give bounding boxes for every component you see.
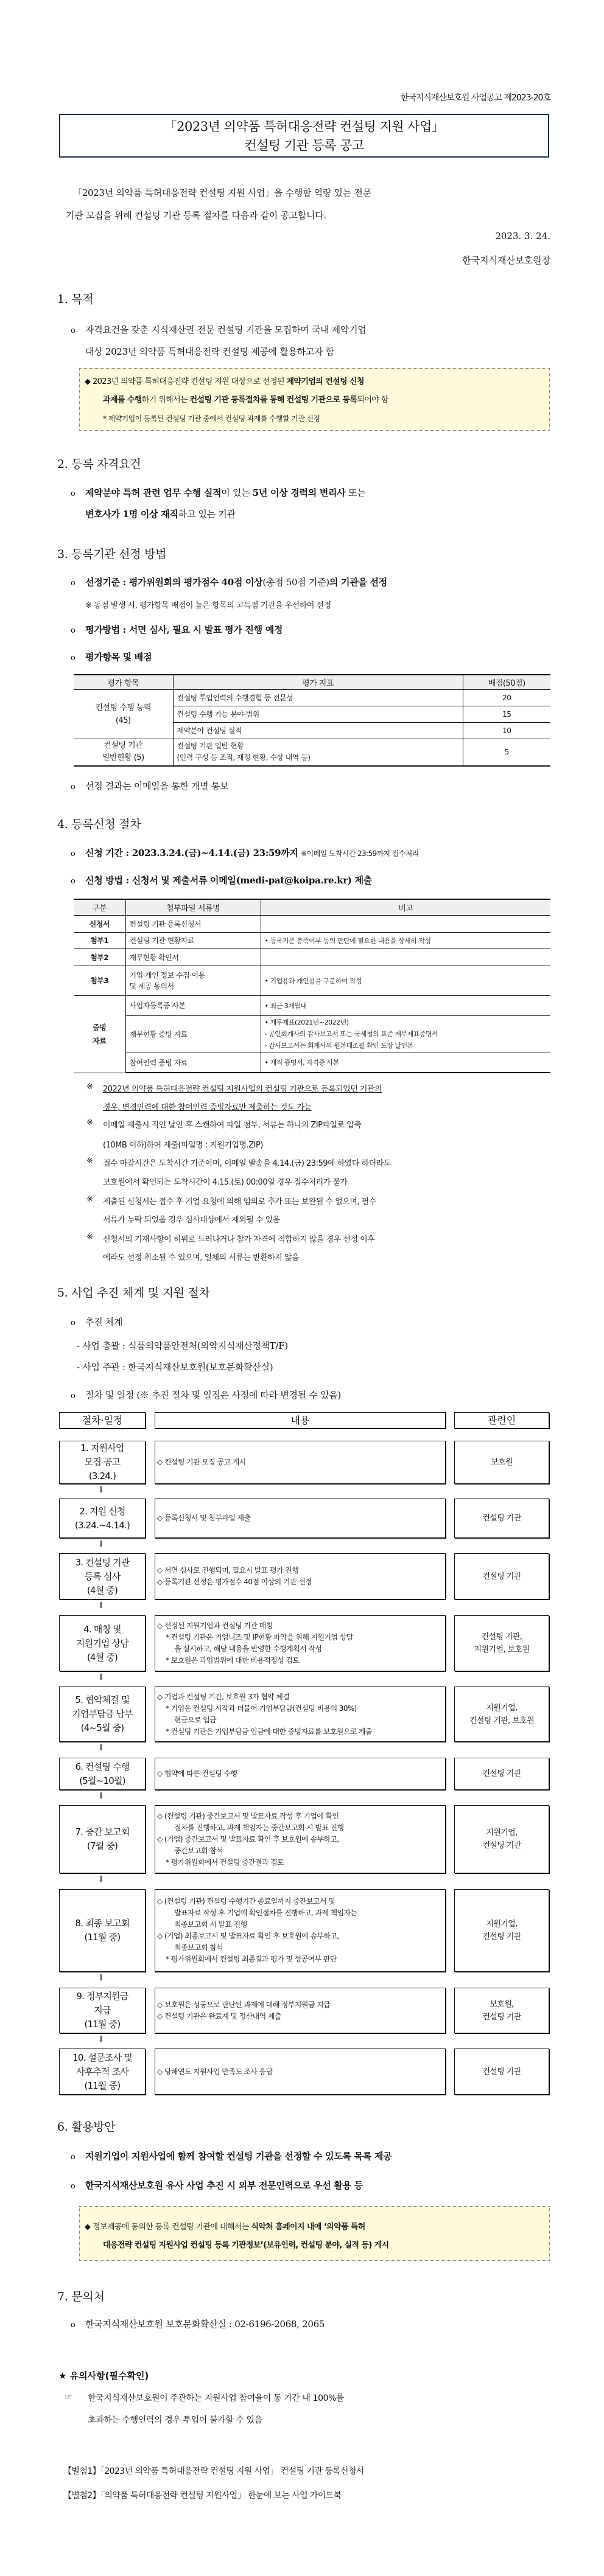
document: 컨설팅 기관 현황자료 bbox=[125, 932, 261, 949]
remark: • 최근 3개월내 bbox=[261, 995, 550, 1015]
note-mark: ※ bbox=[86, 1082, 93, 1091]
down-arrow-icon: ⇓ bbox=[97, 1673, 105, 1682]
flow-content-box bbox=[155, 2049, 446, 2095]
flow-header-related: 관련인 bbox=[454, 1412, 549, 1429]
flow-content-line: ◇ 서면 심사로 진행되며, 필요시 발표 평가 진행 bbox=[157, 1566, 299, 1575]
attachment-2[interactable]: 【별첨2】「의약품 특허대응전략 컨설팅 지원사업」 한눈에 보는 사업 가이드북 bbox=[63, 2491, 342, 2501]
flow-step-label: 7. 중간 보고회 bbox=[75, 1826, 130, 1837]
flow-content-line: ◇ 보호원은 성공으로 판단된 과제에 대해 정부지원금 지급 bbox=[157, 2000, 330, 2009]
s2-bullet: o 제약분야 특허 관련 업무 수행 실적이 있는 5년 이상 경력의 변리사 또는 bbox=[71, 487, 366, 498]
flow-content-box bbox=[155, 1758, 446, 1790]
remark: • 기업용과 개인용을 구분하여 작성 bbox=[261, 966, 550, 995]
s1-box-line3: * 제약기업이 등록된 컨설팅 기관 중에서 컨설팅 과제를 수행할 기관 선정 bbox=[103, 414, 320, 423]
intro-line2: 기관 모집을 위해 컨설팅 기관 등록 절차를 다음과 같이 공고합니다. bbox=[66, 210, 326, 221]
flow-step-label: 10. 설문조사 및 bbox=[72, 2052, 132, 2063]
section-4-heading: 4. 등록신청 절차 bbox=[57, 818, 141, 831]
note-line: 보호원에서 확인되는 도착시간이 4.15.(토) 00:00일 경우 접수처리가 불가 bbox=[103, 1178, 348, 1187]
flow-content-line: 절차를 진행하고, 과제 책임자는 중간보고회 시 발표 진행 bbox=[174, 1823, 344, 1832]
document: 컨설팅 기관 등록신청서 bbox=[125, 915, 261, 932]
s2-bullet-line2: 변호사가 1명 이상 재직하고 있는 기관 bbox=[85, 509, 236, 520]
flow-related-label: 컨설팅 기관 bbox=[482, 2067, 521, 2076]
score: 15 bbox=[463, 706, 550, 722]
document: 사업자등록증 사본 bbox=[125, 995, 261, 1015]
flow-content-line: * 평가위원회에서 컨설팅 중간결과 검토 bbox=[166, 1857, 284, 1867]
s3-items-title: o 평가항목 및 배점 bbox=[71, 652, 152, 663]
bullet-marker: o bbox=[71, 653, 76, 663]
table-header: 구분 bbox=[74, 899, 125, 915]
s5-schedule-title: o 절차 및 일정 (※ 추진 절차 및 일정은 사정에 따라 변경될 수 있음) bbox=[71, 1390, 341, 1401]
flow-content-line: 최종보고회 참석 bbox=[174, 1943, 223, 1952]
flow-content-box bbox=[155, 1499, 446, 1538]
flow-content-line: ◇ (컨설팅 기관) 중간보고서 및 발표자료 작성 후 기업에 확인 bbox=[157, 1811, 339, 1820]
flow-related-box bbox=[454, 1805, 549, 1873]
group-general: 컨설팅 기관 일반현황 (5) bbox=[74, 739, 173, 766]
flow-content-line: ◇ 컨설팅 기관 모집 공고 게시 bbox=[157, 1458, 246, 1466]
flow-step-label: (11월 중) bbox=[84, 1932, 121, 1943]
score: 10 bbox=[463, 722, 550, 739]
table-row bbox=[74, 932, 550, 949]
flow-related-box bbox=[454, 1758, 549, 1790]
flow-step-label: 지원기업 상담 bbox=[76, 1637, 129, 1649]
indicator: 컨설팅 수행 가능 분야·범위 bbox=[173, 706, 463, 722]
flow-step-label: (11월 중) bbox=[84, 2019, 121, 2030]
s6-highlight-box bbox=[79, 2206, 550, 2261]
table-header: 첨부파일 서류명 bbox=[125, 899, 261, 915]
flow-related-label: 지원기업, bbox=[486, 1920, 518, 1929]
s1-bullet-line2: 대상 2023년 의약품 특허대응전략 컨설팅 제공에 활용하고자 함 bbox=[85, 346, 334, 357]
score: 20 bbox=[463, 689, 550, 706]
bullet-marker: o bbox=[71, 2153, 76, 2162]
note-line: 2022년 의약품 특허대응전략 컨설팅 지원사업의 컨설팅 기관으로 등록되었던 기관의 bbox=[103, 1085, 382, 1094]
flow-step-label: (4월 중) bbox=[86, 1651, 118, 1663]
flow-related-box bbox=[454, 1889, 549, 1972]
bullet-marker: o bbox=[71, 489, 76, 498]
group-capability: 컨설팅 수행 능력 (45) bbox=[74, 689, 173, 739]
flow-content-line: * 컨설팅 기관은 기업부담금 입금에 대한 증빙자료를 보호원으로 제출 bbox=[166, 1727, 372, 1736]
category: 첨부1 bbox=[74, 932, 125, 949]
note-mark: ※ bbox=[86, 1157, 93, 1166]
flow-header-content: 내용 bbox=[155, 1412, 446, 1429]
flow-step-label: 모집 공고 bbox=[84, 1457, 121, 1467]
flow-related-box bbox=[454, 1687, 549, 1742]
down-arrow-icon: ⇓ bbox=[97, 1973, 105, 1983]
caution-heading: ★ 유의사항(필수확인) bbox=[58, 2370, 149, 2381]
flow-step-label: 사후추적 조사 bbox=[76, 2066, 129, 2077]
flow-content-line: * 컨설팅 기관은 기업니즈 및 IP현황 파악을 위해 지원기업 상담 bbox=[166, 1633, 353, 1641]
flow-related-label: 컨설팅 기관 bbox=[482, 1769, 521, 1778]
s4-method: o 신청 방법 : 신청서 및 제출서류 이메일(medi-pat@koipa.re.kr) 제출 bbox=[71, 875, 372, 886]
note-line: 제출된 신청서는 접수 후 기업 요청에 의해 임의로 추가 또는 보완될 수 없으며, 필수 bbox=[103, 1197, 376, 1206]
table-row bbox=[74, 966, 550, 995]
bullet-marker: o bbox=[71, 2182, 76, 2191]
table-header: 배점(50점) bbox=[463, 675, 550, 689]
category-evidence: 증빙 자료 bbox=[74, 995, 125, 1073]
section-6-heading: 6. 활용방안 bbox=[57, 2120, 116, 2134]
page-title-line1: 「2023년 의약품 특허대응전략 컨설팅 지원 사업」 bbox=[164, 119, 444, 134]
remark bbox=[261, 915, 550, 932]
flow-content-box bbox=[155, 1988, 446, 2033]
pointing-hand-icon: ☞ bbox=[65, 2392, 72, 2402]
note-line: 에라도 선정 취소될 수 있으며, 일체의 서류는 반환하지 않음 bbox=[103, 1253, 300, 1262]
s4-period: o 신청 기간 : 2023.3.24.(금)~4.14.(금) 23:59까지 ※이메일 도착시간 23:59까지 접수처리 bbox=[71, 848, 419, 858]
flow-content-box bbox=[155, 1889, 446, 1972]
table-row bbox=[74, 1015, 550, 1053]
section-3-heading: 3. 등록기관 선정 방법 bbox=[57, 548, 167, 561]
bullet-marker: o bbox=[71, 782, 76, 792]
flow-step-label: 3. 컨설팅 기관 bbox=[75, 1556, 130, 1568]
down-arrow-icon: ⇓ bbox=[97, 1601, 105, 1610]
flow-related-box bbox=[454, 1499, 549, 1538]
diamond-icon: ◆ bbox=[85, 377, 91, 386]
flow-related-box bbox=[454, 1615, 549, 1671]
flow-content-line: ◇ 컨설팅 기관은 완료계 및 정산내역 제출 bbox=[157, 2011, 281, 2021]
flow-content-line: ◇ 협약에 따른 컨설팅 수행 bbox=[157, 1769, 237, 1778]
flow-step-box bbox=[59, 1758, 146, 1790]
flow-content-line: 중간보고회 참석 bbox=[174, 1846, 223, 1855]
table-row bbox=[74, 949, 550, 966]
s7-contact: o 한국지식재산보호원 보호문화확산실 : 02-6196-2068, 2065 bbox=[71, 2319, 325, 2330]
flow-step-label: (3.24.~4.14.) bbox=[74, 1519, 130, 1531]
s1-bullet bbox=[71, 323, 366, 336]
flow-related-label: 보호원 bbox=[491, 1458, 513, 1467]
flow-content-line: ◇ 등록기관 선정은 평가점수 40점 이상의 기관 선정 bbox=[157, 1578, 312, 1586]
table-row bbox=[74, 915, 550, 932]
flow-step-label: (7월 중) bbox=[86, 1840, 118, 1851]
flow-related-label: 보호원, bbox=[490, 1999, 514, 2009]
s3-result: o 선정 결과는 이메일을 통한 개별 통보 bbox=[71, 781, 229, 792]
score: 5 bbox=[463, 739, 550, 766]
down-arrow-icon: ⇓ bbox=[97, 1791, 105, 1801]
s1-box-line1: ◆ 2023년 의약품 특허대응전략 컨설팅 지원 대상으로 선정된 제약기업의 컨설팅 신청 bbox=[85, 377, 364, 386]
s6-bullet2: o 한국지식재산보호원 유사 사업 추진 시 외부 전문인력으로 우선 활용 등 bbox=[71, 2180, 363, 2191]
flow-step-box bbox=[59, 1805, 146, 1873]
remark: • 재직 증명서, 자격증 사본 bbox=[261, 1053, 550, 1073]
flow-content-line: ◇ 선정된 지원기업과 컨설팅 기관 매칭 bbox=[157, 1621, 273, 1630]
remark: • 등록기준 충족여부 등의 판단에 필요한 내용을 상세히 작성 bbox=[261, 932, 550, 949]
document: 기업·개인 정보 수집·이용 및 제공 동의서 bbox=[125, 966, 261, 995]
diamond-icon: ◆ bbox=[85, 2223, 91, 2232]
note-line: 이메일 제출시 직인 날인 후 스캔하여 파일 첨부, 서류는 하나의 ZIP파일로 압축 bbox=[103, 1121, 362, 1130]
flow-step-box bbox=[59, 1441, 146, 1484]
table-row bbox=[74, 689, 550, 706]
category: 첨부3 bbox=[74, 966, 125, 995]
bullet-marker: o bbox=[71, 579, 76, 588]
section-5-heading: 5. 사업 추진 체계 및 지원 절차 bbox=[57, 1286, 210, 1300]
note-line: 접수 마감시간은 도착시간 기준이며, 이메일 발송을 4.14.(금) 23:59에 하였다 하더라도 bbox=[103, 1159, 391, 1168]
flow-content-box bbox=[155, 1441, 446, 1484]
table-row bbox=[74, 739, 550, 766]
flow-step-label: (4~5월 중) bbox=[80, 1722, 124, 1733]
flow-step-label: 8. 최종 보고회 bbox=[75, 1918, 130, 1929]
flow-content-line: 최종보고회 시 발표 진행 bbox=[174, 1920, 247, 1929]
section-7-heading: 7. 문의처 bbox=[57, 2290, 105, 2303]
section-2-heading: 2. 등록 자격요건 bbox=[57, 458, 141, 471]
bullet-marker: o bbox=[71, 626, 76, 635]
intro-line1: 「2023년 의약품 특허대응전략 컨설팅 지원 사업」을 수행할 역량 있는 전문 bbox=[73, 187, 371, 198]
document: 재무현황 증빙 자료 bbox=[125, 1015, 261, 1053]
s1-box-line2: 과제를 수행하기 위해서는 컨설팅 기관 등록절차를 통해 컨설팅 기관으로 등록되어야 함 bbox=[103, 395, 388, 405]
flow-related-box bbox=[454, 1988, 549, 2033]
flow-content-box bbox=[155, 1553, 446, 1600]
table-header: 평가 항목 bbox=[74, 675, 173, 689]
flow-step-label: (11월 중) bbox=[84, 2080, 121, 2091]
flow-related-label: 컨설팅 기관 bbox=[482, 1514, 521, 1523]
flow-step-box bbox=[59, 1615, 146, 1671]
flow-content-line: ◇ (컨설팅 기관) 컨설팅 수행기간 종료일까지 중간보고서 및 bbox=[157, 1897, 335, 1906]
down-arrow-icon: ⇓ bbox=[97, 1485, 105, 1495]
flow-step-label: (3.24.) bbox=[88, 1471, 116, 1481]
flow-related-label: 컨설팅 기관 bbox=[482, 1841, 521, 1850]
flow-step-box bbox=[59, 1988, 146, 2033]
note-line: 신청서의 기재사항이 허위로 드러나거나 참가 자격에 적합하지 않을 경우 선정 이후 bbox=[103, 1235, 375, 1244]
flow-content-box bbox=[155, 1687, 446, 1742]
flow-step-label: 4. 매칭 및 bbox=[83, 1623, 121, 1635]
note-mark: ※ bbox=[86, 1233, 93, 1242]
flow-step-label: 9. 정부지원금 bbox=[76, 1991, 128, 2002]
flow-related-label: 지원기업, bbox=[486, 1703, 518, 1713]
note-mark: ※ bbox=[86, 1118, 93, 1127]
flow-step-label: 5. 협약체결 및 bbox=[75, 1694, 130, 1705]
flow-step-label: 기업부담금 납부 bbox=[72, 1708, 133, 1719]
flow-content-line: * 보호원은 과업범위에 대한 비용적정성 검토 bbox=[166, 1656, 300, 1665]
category: 신청서 bbox=[74, 915, 125, 932]
announcement-date: 2023. 3. 24. bbox=[495, 231, 550, 242]
flow-step-label: 2. 지원 신청 bbox=[79, 1505, 125, 1517]
flow-step-box bbox=[59, 1553, 146, 1600]
bullet-marker: o bbox=[71, 1391, 76, 1401]
issuer: 한국지식재산보호원장 bbox=[462, 255, 550, 266]
flow-step-box bbox=[59, 1687, 146, 1742]
s1-highlight-box bbox=[79, 368, 550, 431]
remark: • 재무제표(2021년~2022년) - 공인회계사의 감사보고서 또는 국세청의 표준 재무제표증명서 - 감사보고서는 회계사의 원본대조필 확인 도장 날인본 bbox=[261, 1015, 550, 1053]
flow-related-label: 컨설팅 기관 bbox=[482, 2012, 521, 2022]
flow-content-line: * 기업은 컨설팅 시작과 더불어 기업부담금(컨설팅 비용의 30%) bbox=[166, 1704, 357, 1713]
submission-table bbox=[74, 899, 550, 1073]
flow-content-line: ◇ 당해연도 지원사업 만족도 조사 응답 bbox=[157, 2067, 273, 2076]
flow-content-line: 을 실시하고, 해당 내용을 반영한 수행계획서 작성 bbox=[174, 1645, 322, 1653]
indicator: 컨설팅 투입인력의 수행경험 등 전문성 bbox=[173, 689, 463, 706]
note-line: 경우, 변경인력에 대한 참여인력 증빙자료만 제출하는 것도 가능 bbox=[103, 1103, 312, 1112]
down-arrow-icon: ⇓ bbox=[97, 1539, 105, 1549]
note-mark: ※ bbox=[86, 1195, 93, 1204]
flow-related-label: 컨설팅 기관, bbox=[481, 1632, 522, 1641]
evaluation-table bbox=[74, 674, 550, 767]
flow-content-box bbox=[155, 1615, 446, 1671]
flow-header-step: 절차·일정 bbox=[59, 1412, 146, 1429]
bullet-marker: o bbox=[71, 877, 76, 886]
s5-overall: - 사업 총괄 : 식품의약품안전처(의약지식재산정책T/F) bbox=[77, 1340, 288, 1351]
flow-content-line: 현금으로 입금 bbox=[174, 1715, 217, 1724]
bullet-marker: o bbox=[71, 326, 76, 335]
flow-content-line: ◇ 기업과 컨설팅 기간, 보호원 3자 협약 체결 bbox=[157, 1692, 290, 1701]
flow-step-label: 지급 bbox=[94, 2005, 111, 2016]
flow-related-label: 지원기업, bbox=[486, 1828, 518, 1837]
flow-related-box bbox=[454, 2049, 549, 2095]
flow-step-label: 등록 심사 bbox=[84, 1570, 121, 1582]
document: 참여인력 증빙 자료 bbox=[125, 1053, 261, 1073]
indicator: 컨설팅 기관 일반 현황 (인력 구성 등 조직, 재정 현황, 수상 내역 등) bbox=[173, 739, 463, 766]
s3-method: o 평가방법 : 서면 심사, 필요 시 발표 평가 진행 예정 bbox=[71, 624, 283, 635]
s3-tie-note: ※ 동점 발생 시, 평가항목 배점이 높은 항목의 고득점 기관을 우선하여 선정 bbox=[85, 601, 331, 610]
flow-related-label: 컨설팅 기관 bbox=[482, 1932, 521, 1941]
flow-step-box bbox=[59, 2049, 146, 2095]
bullet-marker: o bbox=[71, 1318, 76, 1328]
flow-related-label: 컨설팅 기관, 보호원 bbox=[469, 1716, 535, 1725]
remark bbox=[261, 949, 550, 966]
indicator: 제약분야 컨설팅 실적 bbox=[173, 722, 463, 739]
s5-host: - 사업 주관 : 한국지식재산보호원(보호문화확산실) bbox=[77, 1362, 273, 1373]
attachment-1[interactable]: 【별첨1】「2023년 의약품 특허대응전략 컨설팅 지원 사업」 컨설팅 기관 등록신청서 bbox=[63, 2466, 364, 2476]
bullet-marker: o bbox=[71, 849, 76, 858]
s6-box-line2: 대응전략 컨설팅 지원사업 컨설팅 등록 기관정보’(보유인력, 컨설팅 분야, 실적 등) 게시 bbox=[103, 2241, 389, 2250]
notice-number: 한국지식재산보호원 사업공고 제2023-20호 bbox=[400, 93, 550, 103]
caution-line1: 한국지식재산보호원이 주관하는 지원사업 참여율이 동 기간 내 100%를 bbox=[88, 2393, 345, 2403]
s5-system-title: o 추진 체계 bbox=[71, 1317, 123, 1328]
note-line: (10MB 이하)하여 제출(파일명 : 지원기업명.ZIP) bbox=[103, 1141, 263, 1150]
table-header: 평가 지표 bbox=[173, 675, 463, 689]
flow-related-label: 컨설팅 기관 bbox=[482, 1572, 521, 1581]
flow-related-box bbox=[454, 1553, 549, 1600]
s3-criteria: o 선정기준 : 평가위원회의 평가점수 40점 이상(총점 50점 기준)의 기관을 선정 bbox=[71, 577, 387, 588]
flow-content-line: 발표자료 작성 후 기업에 확인절차를 진행하고, 과제 책임자는 bbox=[174, 1909, 357, 1917]
category: 첨부2 bbox=[74, 949, 125, 966]
s6-box-line1: ◆ 정보제공에 동의한 등록 컨설팅 기관에 대해서는 식약처 홈페이지 내에 ‘의약품 특허 bbox=[85, 2223, 365, 2232]
down-arrow-icon: ⇓ bbox=[97, 1743, 105, 1753]
flow-step-box bbox=[59, 1499, 146, 1538]
flow-step-box bbox=[59, 1889, 146, 1972]
flow-step-label: 1. 지원사업 bbox=[80, 1443, 124, 1453]
section-1-heading: 1. 목적 bbox=[57, 293, 94, 306]
document: 재무현황 확인서 bbox=[125, 949, 261, 966]
flow-content-line: ◇ 등록신청서 및 첨부파일 제출 bbox=[157, 1514, 251, 1522]
note-line: 서류가 누락 되었을 경우 심사대상에서 제외될 수 있음 bbox=[103, 1216, 280, 1225]
table-row bbox=[74, 1053, 550, 1073]
flow-step-label: 6. 컨설팅 수행 bbox=[75, 1761, 130, 1772]
flow-content-line: * 평가위원회에서 컨설팅 최종결과 평가 및 성공여부 판단 bbox=[166, 1955, 337, 1963]
flow-content-line: ◇ (기업) 중간보고서 및 발표자료 확인 후 보호원에 송부하고, bbox=[157, 1834, 339, 1843]
caution-line2: 초과하는 수행인력의 경우 투입이 불가할 수 있음 bbox=[88, 2415, 262, 2425]
flow-content-box bbox=[155, 1805, 446, 1873]
table-row bbox=[74, 995, 550, 1015]
page-title-line2: 컨설팅 기관 등록 공고 bbox=[244, 138, 364, 153]
flow-related-label: 지원기업, 보호원 bbox=[474, 1645, 530, 1654]
title-box bbox=[59, 114, 549, 158]
flow-step-label: (5월~10월) bbox=[79, 1775, 125, 1786]
bullet-marker: o bbox=[71, 2320, 76, 2330]
down-arrow-icon: ⇓ bbox=[97, 1875, 105, 1884]
down-arrow-icon: ⇓ bbox=[97, 2035, 105, 2044]
flow-content-line: ◇ (기업) 최종보고서 및 발표자료 확인 후 보호원에 송부하고, bbox=[157, 1932, 339, 1940]
table-header: 비고 bbox=[261, 899, 550, 915]
s6-bullet1: o 지원기업이 지원사업에 함께 참여할 컨설팅 기관을 선정할 수 있도록 목록 제공 bbox=[71, 2151, 392, 2162]
flow-step-label: (4월 중) bbox=[86, 1584, 118, 1596]
s1-bullet-line1: 자격요건을 갖춘 지식재산권 전문 컨설팅 기관을 모집하여 국내 제약기업 bbox=[85, 324, 367, 335]
flow-related-box bbox=[454, 1441, 549, 1484]
